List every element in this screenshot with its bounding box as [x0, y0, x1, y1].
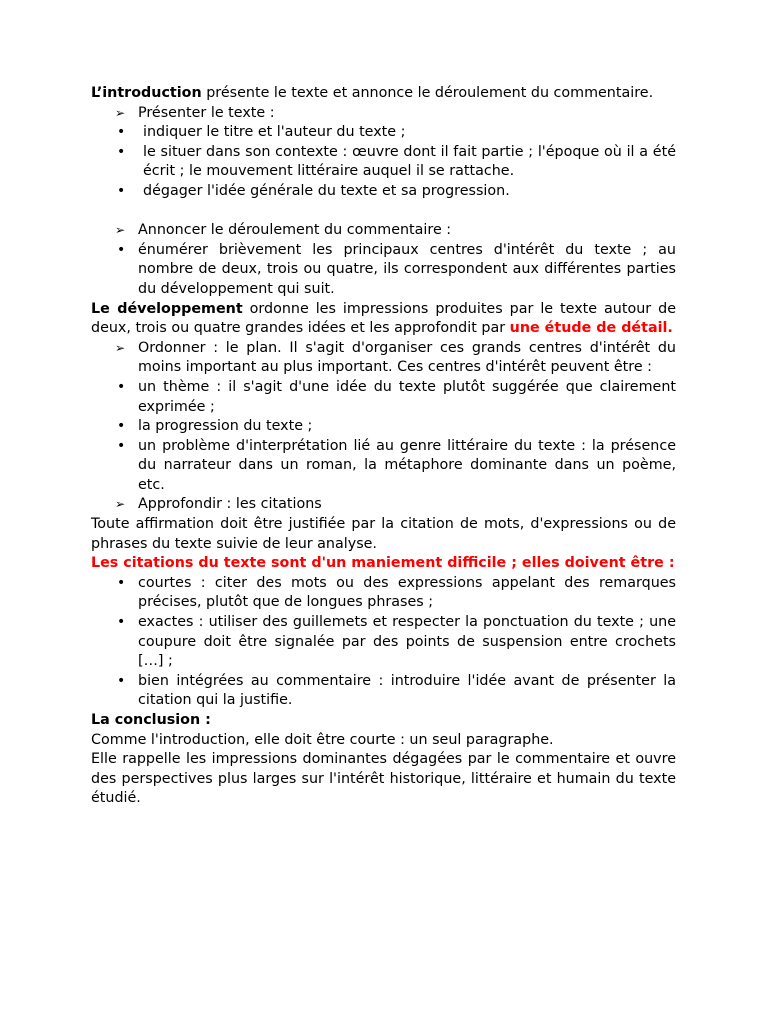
list-item: • la progression du texte ;: [91, 417, 676, 437]
list-item: • courtes : citer des mots ou des expressions appelant des remarques précises, plutôt que de longues phrases ;: [91, 574, 676, 613]
citations-paragraph: Toute affirmation doit être justifiée par la citation de mots, d'expressions ou de phrases du texte suivie de leur analyse.: [91, 516, 676, 552]
intro-paragraph: [91, 84, 676, 104]
intro-step-announce: ➢ Annoncer le déroulement du commentaire :: [91, 221, 676, 241]
list-item: • dégager l'idée générale du texte et sa progression.: [91, 182, 676, 202]
conclusion-line-1: Comme l'introduction, elle doit être courte : un seul paragraphe.: [91, 731, 554, 748]
intro-step-present: ➢ Présenter le texte :: [91, 104, 676, 124]
citations-list: [91, 574, 676, 711]
intro-list-2: [91, 221, 676, 299]
intro-list-1: [91, 104, 676, 202]
intro-text: présente le texte et annonce le déroulement du commentaire.: [206, 85, 654, 101]
list-item: • un thème : il s'agit d'une idée du texte plutôt suggérée que clairement exprimée ;: [91, 378, 676, 417]
document-page: [91, 84, 676, 809]
list-item: • exactes : utiliser des guillemets et respecter la ponctuation du texte ; une coupure doit être signalée par des points de suspension entre crochets […] ;: [91, 613, 676, 672]
conclusion-line-2: Elle rappelle les impressions dominantes dégagées par le commentaire et ouvre des perspectives plus larges sur l'intérêt historique, littéraire et humain du texte étudié.: [91, 751, 676, 807]
list-item: • bien intégrées au commentaire : introduire l'idée avant de présenter la citation qui la justifie.: [91, 672, 676, 711]
development-text: ordonne les impressions produites par le texte autour de deux, trois ou quatre grandes idées et les approfondit par: [91, 300, 676, 337]
conclusion-title-text: La conclusion :: [91, 712, 211, 728]
list-item: • énumérer brièvement les principaux centres d'intérêt du texte ; au nombre de deux, trois ou quatre, ils correspondent aux différentes parties du développement qui suit.: [91, 241, 676, 300]
development-list-1: [91, 339, 676, 515]
development-paragraph: [91, 300, 676, 339]
conclusion-title: [91, 711, 676, 731]
development-step-order: ➢ Ordonner : le plan. Il s'agit d'organiser ces grands centres d'intérêt du moins important au plus important. Ces centres d'intérêt peuvent être :: [91, 339, 676, 378]
citations-warning: Les citations du texte sont d'un maniement difficile ; elles doivent être :: [91, 555, 675, 572]
development-title: Le développement: [91, 300, 243, 317]
spacer: [91, 202, 676, 222]
development-highlight: une étude de détail.: [509, 320, 673, 337]
list-item: • le situer dans son contexte : œuvre dont il fait partie ; l'époque où il a été écrit ; le mouvement littéraire auquel il se rattache.: [91, 143, 676, 182]
list-item: • indiquer le titre et l'auteur du texte ;: [91, 123, 676, 143]
development-step-deepen: ➢ Approfondir : les citations: [91, 495, 676, 515]
intro-title: L’introduction: [91, 85, 202, 101]
list-item: • un problème d'interprétation lié au genre littéraire du texte : la présence du narrateur dans un roman, la métaphore dominante dans un poème, etc.: [91, 437, 676, 496]
